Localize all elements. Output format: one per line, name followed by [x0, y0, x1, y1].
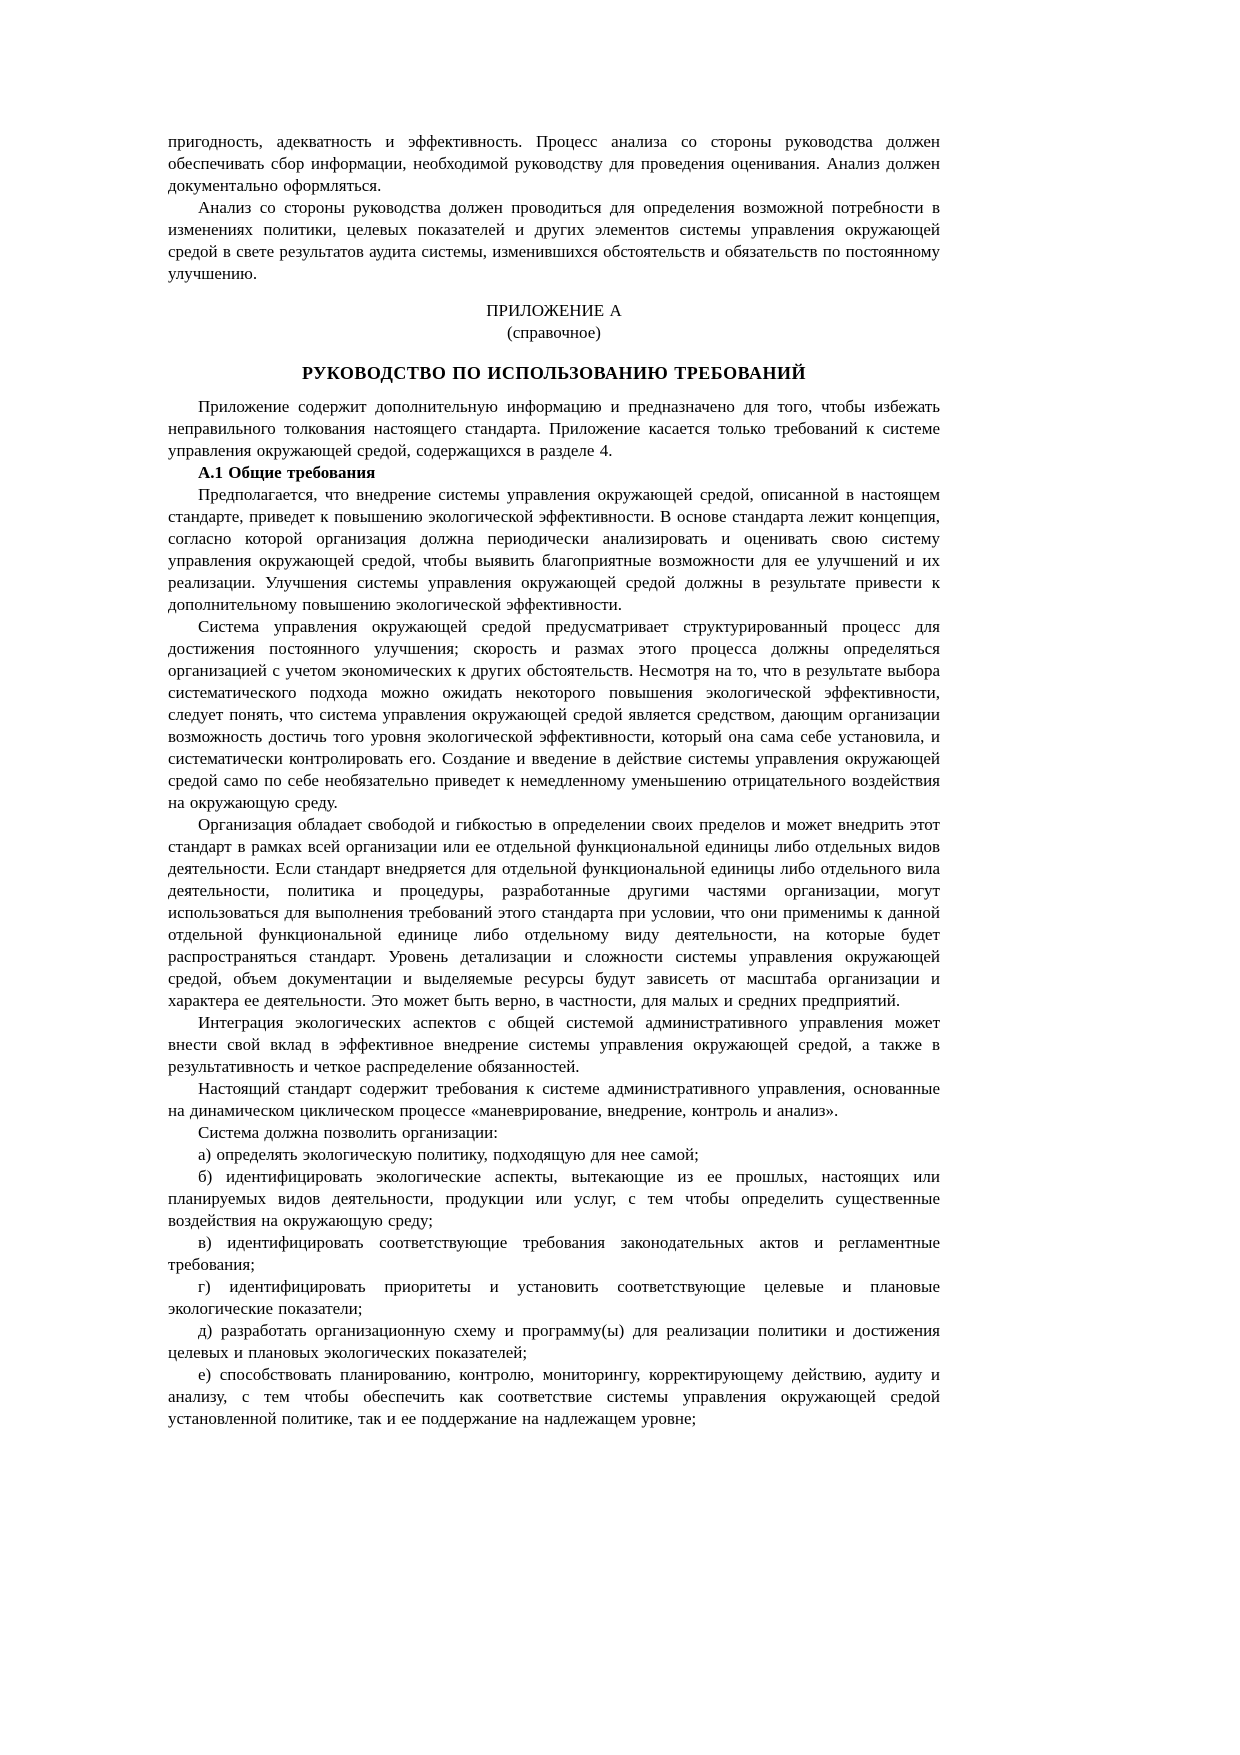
paragraph-list-intro: Система должна позволить организации: [198, 1123, 498, 1142]
list-item-g: г) идентифицировать приоритеты и установить соответствующие целевые и плановые экологические показатели; [168, 1277, 940, 1318]
appendix-subheading: (справочное) [507, 323, 601, 342]
section-title: РУКОВОДСТВО ПО ИСПОЛЬЗОВАНИЮ ТРЕБОВАНИЙ [302, 363, 806, 383]
paragraph-a1-integration: Интеграция экологических аспектов с общей системой административного управления может внести свой вклад в эффективное внедрение системы управления окружающей средой, а также в результативность и четкое распределение обязанностей. [168, 1013, 940, 1076]
list-item-a: а) определять экологическую политику, подходящую для нее самой; [198, 1145, 699, 1164]
list-item-b: б) идентифицировать экологические аспекты, вытекающие из ее прошлых, настоящих или планируемых видов деятельности, продукции или услуг, с тем чтобы определить существенные воздействия на окружающую среду; [168, 1167, 940, 1230]
paragraph-a1-process: Система управления окружающей средой предусматривает структурированный процесс для достижения постоянного улучшения; скорость и размах этого процесса должны определяться организацией с учетом экономических к других обстоятельств. Несмотря на то, что в результате выбора систематического подхода можно ожидать некоторого повышения экологической эффективности, следует понять, что система управления окружающей средой является средством, дающим организации возможность достичь того уровня экологической эффективности, который она сама себе установила, и систематически контролировать его. Создание и введение в действие системы управления окружающей средой само по себе необязательно приведет к немедленному уменьшению отрицательного воздействия на окружающую среду. [168, 617, 940, 812]
list-item-e: е) способствовать планированию, контролю, мониторингу, корректирующему действию, аудиту и анализу, с тем чтобы обеспечить как соответствие системы управления окружающей средой установленной политике, так и ее поддержание на надлежащем уровне; [168, 1365, 940, 1428]
paragraph-a1-scope: Организация обладает свободой и гибкостью в определении своих пределов и может внедрить этот стандарт в рамках всей организации или ее отдельной функциональной единицы либо отдельных видов деятельности. Если стандарт внедряется для отдельной функциональной единицы либо отдельного вила деятельности, политика и процедуры, разработанные другими частями организации, могут использоваться для выполнения требований этого стандарта при условии, что они применимы к данной отдельной функциональной единице либо отдельному виду деятельности, на которые будет распространяться стандарт. Уровень детализации и сложности системы управления окружающей средой, объем документации и выделяемые ресурсы будут зависеть от масштаба организации и характера ее деятельности. Это может быть верно, в частности, для малых и средних предприятий. [168, 815, 940, 1010]
paragraph-a1-intent: Предполагается, что внедрение системы управления окружающей средой, описанной в настоящем стандарте, приведет к повышению экологической эффективности. В основе стандарта лежит концепция, согласно которой организация должна периодически анализировать и оценивать свою систему управления окружающей средой, чтобы выявить благоприятные возможности для ее улучшений и их реализации. Улучшения системы управления окружающей средой должны в результате привести к дополнительному повышению экологической эффективности. [168, 485, 940, 614]
list-item-d: д) разработать организационную схему и программу(ы) для реализации политики и достижения целевых и плановых экологических показателей; [168, 1321, 940, 1362]
list-item-v: в) идентифицировать соответствующие требования законодательных актов и регламентные требования; [168, 1233, 940, 1274]
paragraph-management-review: Анализ со стороны руководства должен проводиться для определения возможной потребности в изменениях политики, целевых показателей и других элементов системы управления окружающей средой в свете результатов аудита системы, изменившихся обстоятельств и обязательств по постоянному улучшению. [168, 198, 940, 283]
subsection-heading-a1: А.1 Общие требования [198, 463, 376, 482]
paragraph-continued: пригодность, адекватность и эффективность. Процесс анализа со стороны руководства должен обеспечивать сбор информации, необходимой руководству для проведения оценивания. Анализ должен документально оформляться. [168, 132, 940, 195]
paragraph-a1-cycle: Настоящий стандарт содержит требования к системе административного управления, основанные на динамическом циклическом процессе «маневрирование, внедрение, контроль и анализ». [168, 1079, 940, 1120]
paragraph-appendix-intro: Приложение содержит дополнительную информацию и предназначено для того, чтобы избежать неправильного толкования настоящего стандарта. Приложение касается только требований к системе управления окружающей средой, содержащихся в разделе 4. [168, 397, 940, 460]
appendix-heading: ПРИЛОЖЕНИЕ А [486, 301, 622, 320]
